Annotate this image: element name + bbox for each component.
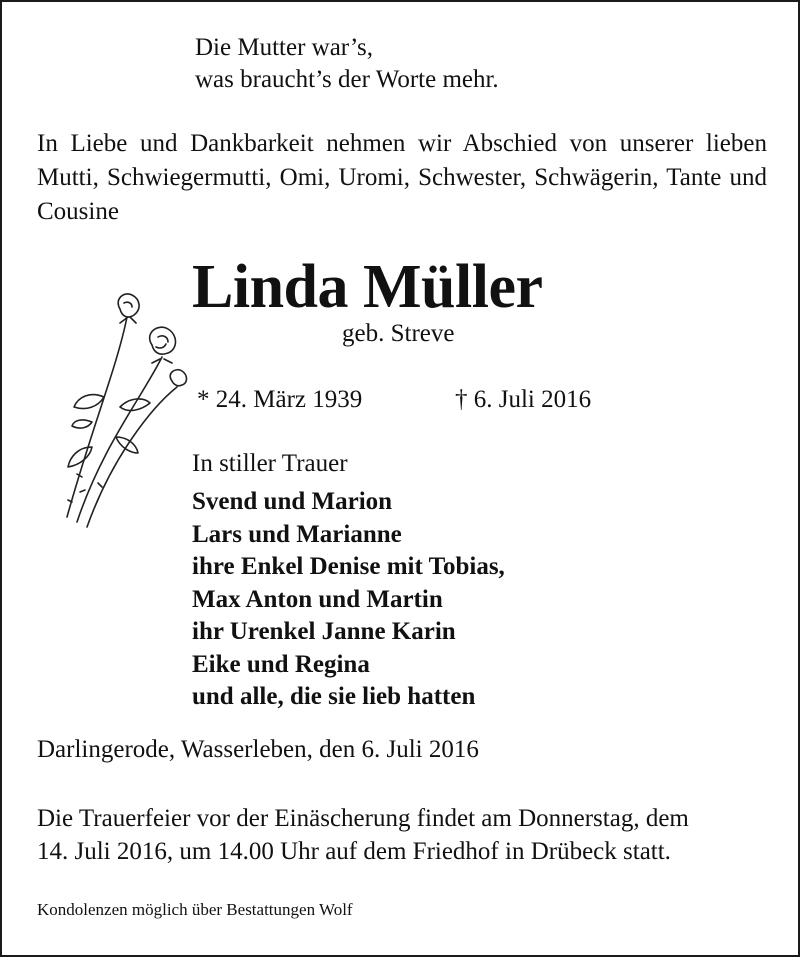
condolence-note: Kondolenzen möglich über Bestattungen Wolf (37, 900, 353, 919)
deceased-name: Linda Müller (192, 253, 543, 321)
mourner-entry: ihre Enkel Denise mit Tobias, (192, 553, 505, 580)
birth-date: * 24. März 1939 (197, 386, 363, 413)
mourner-list (192, 486, 505, 714)
service-line-2: 14. Juli 2016, um 14.00 Uhr auf dem Friedhof in Drübeck statt. (37, 838, 671, 865)
intro-text: In Liebe und Dankbarkeit nehmen wir Abschied von unserer lieben Mutti, Schwiegermutti, Omi, Uromi, Schwester, Schwägerin, Tante und Cousine (37, 130, 767, 225)
motto-line-1: Die Mutter war’s, (195, 34, 373, 61)
mourner-entry: ihr Urenkel Janne Karin (192, 618, 456, 645)
mourner-entry: und alle, die sie lieb hatten (192, 683, 476, 710)
mourner-entry: Svend und Marion (192, 488, 393, 515)
motto-line-2: was braucht’s der Worte mehr. (195, 66, 499, 93)
service-info (37, 802, 777, 868)
rose-bouquet-icon (32, 287, 202, 537)
mourner-entry: Eike und Regina (192, 650, 370, 678)
service-line-1: Die Trauerfeier vor der Einäscherung findet am Donnerstag, dem (37, 805, 689, 832)
death-date: † 6. Juli 2016 (455, 386, 592, 413)
maiden-name: geb. Streve (342, 320, 455, 347)
mourner-entry: Max Anton und Martin (192, 585, 443, 613)
motto (195, 32, 499, 96)
mourning-intro: In stiller Trauer (192, 450, 348, 477)
place-date: Darlingerode, Wasserleben, den 6. Juli 2016 (37, 736, 479, 763)
mourner-entry: Lars und Marianne (192, 520, 402, 548)
